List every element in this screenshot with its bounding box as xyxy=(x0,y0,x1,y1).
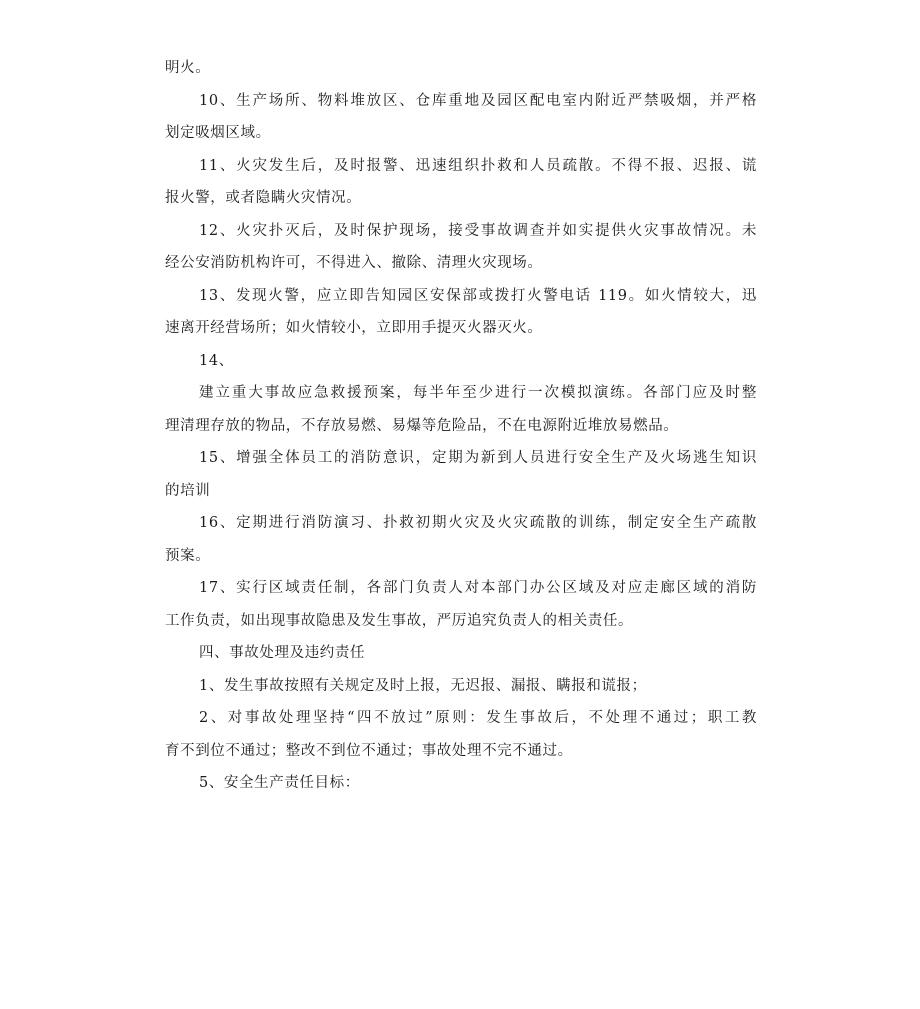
text-line: 报火警，或者隐瞒火灾情况。 xyxy=(165,190,362,206)
text-line: 17、实行区域责任制，各部门负责人对本部门办公区域及对应走廊区域的消防 xyxy=(199,580,757,596)
text-line: 1、发生事故按照有关规定及时上报，无迟报、漏报、瞒报和谎报； xyxy=(199,677,647,694)
text-line: 明火。 xyxy=(165,60,211,76)
text-line: 速离开经营场所；如火情较小，立即用手提灭火器灭火。 xyxy=(165,320,543,336)
text-line: 15、增强全体员工的消防意识，定期为新到人员进行安全生产及火场逃生知识 xyxy=(199,450,757,466)
text-line: 12、火灾扑灭后，及时保护现场，接受事故调查并如实提供火灾事故情况。未 xyxy=(199,222,757,239)
text-line: 10、生产场所、物料堆放区、仓库重地及园区配电室内附近严禁吸烟，并严格 xyxy=(199,92,757,109)
text-line: 2、对事故处理坚持“四不放过”原则：发生事故后，不处理不通过；职工教 xyxy=(199,710,757,726)
text-line: 育不到位不通过；整改不到位不通过；事故处理不完不通过。 xyxy=(165,742,573,759)
text-line: 理清理存放的物品，不存放易燃、易爆等危险品，不在电源附近堆放易燃品。 xyxy=(165,417,679,434)
text-line: 经公安消防机构许可，不得进入、撤除、清理火灾现场。 xyxy=(165,255,543,271)
text-line: 预案。 xyxy=(165,547,211,564)
text-line: 四、事故处理及违约责任 xyxy=(199,645,366,661)
text-line: 建立重大事故应急救援预案，每半年至少进行一次模拟演练。各部门应及时整 xyxy=(199,385,757,401)
text-line: 14、 xyxy=(199,352,234,369)
text-line: 16、定期进行消防演习、扑救初期火灾及火灾疏散的训练，制定安全生产疏散 xyxy=(199,515,757,531)
text-line: 工作负责，如出现事故隐患及发生事故，严厉追究负责人的相关责任。 xyxy=(165,612,634,629)
text-line: 划定吸烟区域。 xyxy=(165,125,271,141)
text-line: 5、安全生产责任目标： xyxy=(199,775,360,791)
text-line: 的培训 xyxy=(165,482,211,499)
text-line: 11、火灾发生后，及时报警、迅速组织扑救和人员疏散。不得不报、迟报、谎 xyxy=(199,157,757,174)
text-line: 13、发现火警，应立即告知园区安保部或拨打火警电话 119。如火情较大，迅 xyxy=(199,287,757,304)
document-page xyxy=(165,52,757,800)
